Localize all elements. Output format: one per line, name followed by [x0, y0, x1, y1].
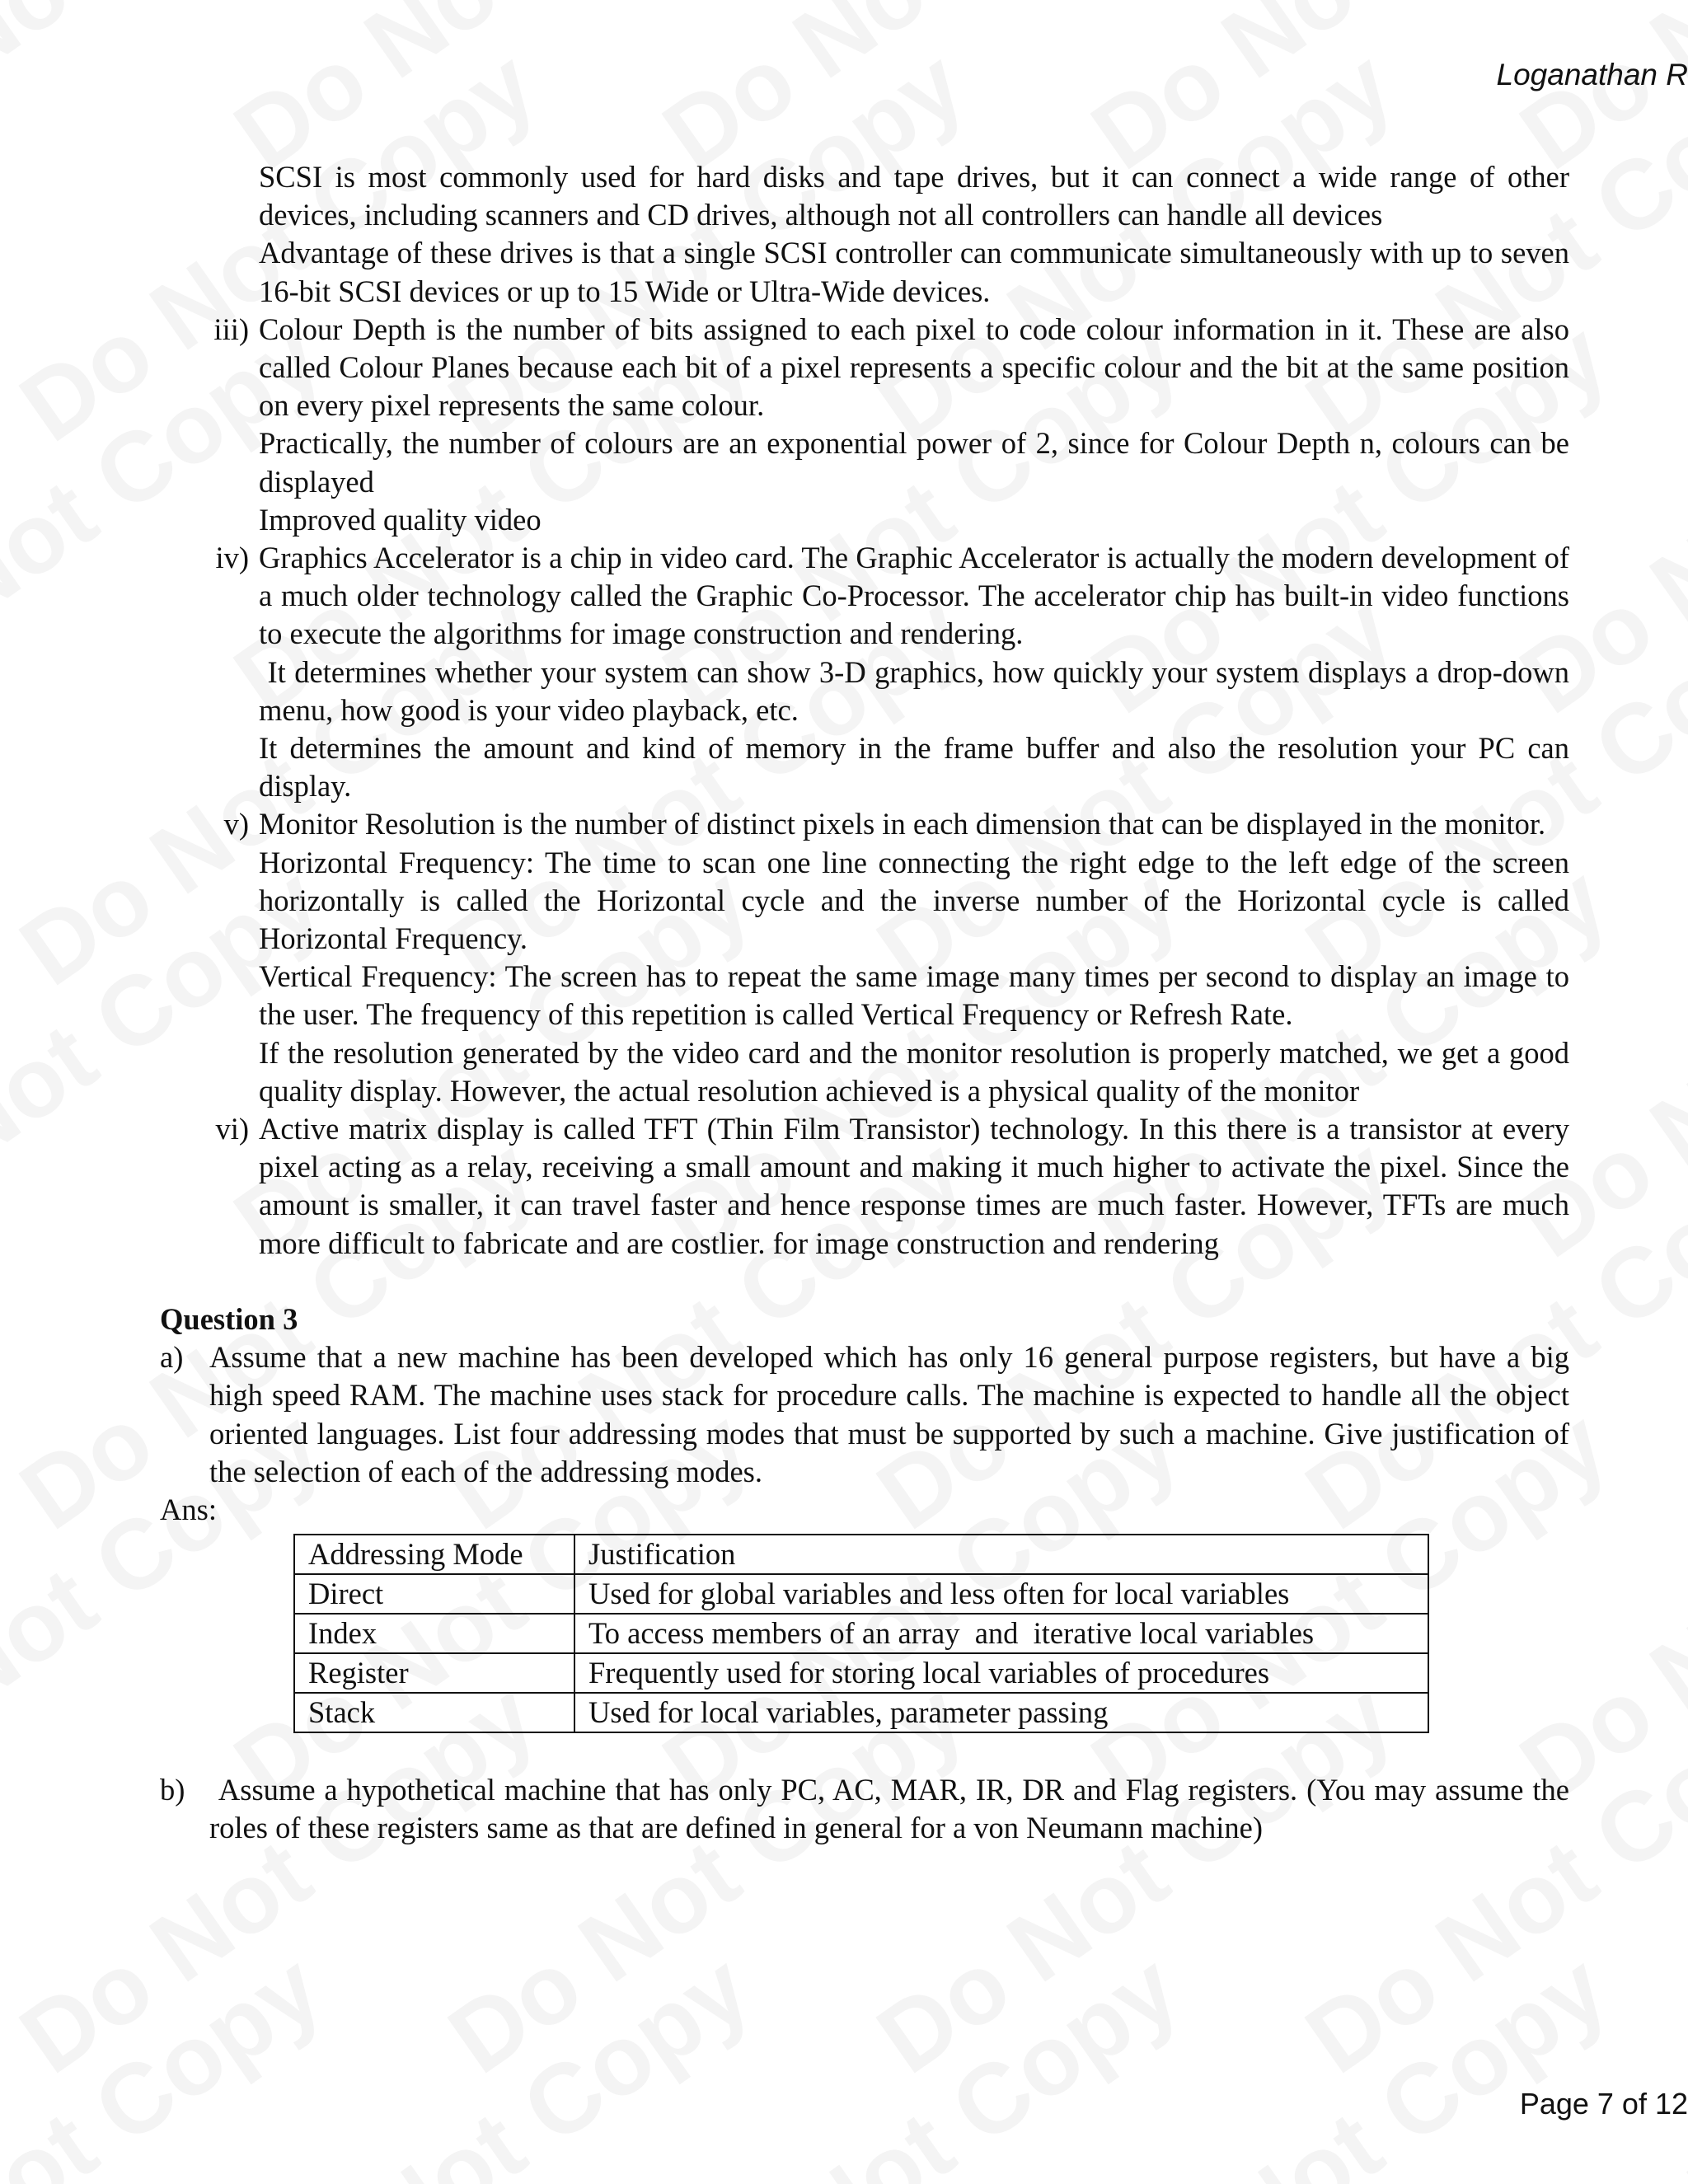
table-header-row [294, 1535, 1428, 1574]
page-header-author: Loganathan R [1496, 58, 1688, 91]
table-cell: Register [294, 1653, 574, 1693]
question-part-a [160, 1338, 1569, 1491]
list-item-marker: v) [223, 807, 249, 841]
paragraph: Colour Depth is the number of bits assigned to each pixel to code colour information in it. These are also called Colour Planes because each bit of a pixel represents a specific colour and the bit at the same position on every pixel represents the same colour. [259, 312, 1569, 423]
watermark-text [643, 1931, 1198, 2184]
addressing-modes-table [293, 1534, 1429, 1733]
paragraph: It determines the amount and kind of memory in the frame buffer and also the resolution your PC can display. [259, 731, 1569, 804]
watermark-text [0, 1931, 341, 2184]
table-cell: Used for local variables, parameter passing [574, 1693, 1428, 1732]
watermark-text [1071, 1931, 1627, 2184]
watermark-text [214, 1931, 770, 2184]
list-item-marker: iv) [215, 541, 249, 575]
answer-label: Ans: [160, 1492, 217, 1526]
list-item-marker: vi) [215, 1112, 249, 1146]
definition-list [160, 158, 1578, 1263]
question-part-b [160, 1771, 1578, 1847]
paragraph: Vertical Frequency: The screen has to repeat the same image many times per second to display an image to the user. The frequency of this repetition is called Vertical Frequency or Refresh Rate. [259, 959, 1569, 1032]
list-item [160, 311, 1569, 539]
table-header-cell: Addressing Mode [294, 1535, 574, 1574]
table-row [294, 1574, 1428, 1614]
question-title: Question 3 [160, 1301, 298, 1336]
list-item [160, 805, 1569, 1110]
question-part-text: Assume a hypothetical machine that has only PC, AC, MAR, IR, DR and Flag registers. (You may assume the roles of these registers same as that are defined in general for a von Neumann machine) [209, 1773, 1578, 1845]
table-cell: Stack [294, 1693, 574, 1732]
list-item-marker: iii) [213, 312, 249, 346]
question-part-marker: b) [160, 1773, 185, 1807]
table-header-cell: Justification [574, 1535, 1428, 1574]
paragraph: Horizontal Frequency: The time to scan one line connecting the right edge to the left edge of the screen horizontally is called the Horizontal cycle and the inverse number of the Horizontal cycle is called Horizontal Frequency. [259, 845, 1569, 956]
table-row [294, 1614, 1428, 1653]
table-cell: Direct [294, 1574, 574, 1614]
table-cell: Used for global variables and less often for local variables [574, 1574, 1428, 1614]
list-item [160, 1110, 1569, 1263]
paragraph: Graphics Accelerator is a chip in video card. The Graphic Accelerator is actually the modern development of a much older technology called the Graphic Co-Processor. The accelerator chip has built-in video functions to execute the algorithms for image construction and rendering. [259, 541, 1569, 651]
question-part-marker: a) [160, 1340, 184, 1375]
paragraph: Improved quality video [259, 502, 542, 537]
table-row [294, 1653, 1428, 1693]
table-cell: To access members of an array and iterative local variables [574, 1614, 1428, 1653]
paragraph: Practically, the number of colours are an exponential power of 2, since for Colour Depth n, colours can be displayed [259, 426, 1569, 499]
table-cell: Index [294, 1614, 574, 1653]
paragraph: If the resolution generated by the video card and the monitor resolution is properly matched, we get a good quality display. However, the actual resolution achieved is a physical quality of the monitor [259, 1035, 1569, 1108]
page-number: Page 7 of 12 [1519, 2087, 1688, 2121]
table-row [294, 1693, 1428, 1732]
paragraph: Advantage of these drives is that a single SCSI controller can communicate simultaneously with up to seven 16-bit SCSI devices or up to 15 Wide or Ultra-Wide devices. [259, 236, 1569, 308]
paragraph: SCSI is most commonly used for hard disks and tape drives, but it can connect a wide range of other devices, including scanners and CD drives, although not all controllers can handle all devices [259, 160, 1569, 232]
paragraph: It determines whether your system can show 3-D graphics, how quickly your system displays a drop-down menu, how good is your video playback, etc. [259, 654, 1578, 727]
paragraph: Monitor Resolution is the number of distinct pixels in each dimension that can be displayed in the monitor. [259, 807, 1546, 841]
table-cell: Frequently used for storing local variables of procedures [574, 1653, 1428, 1693]
list-item [160, 158, 1569, 311]
list-item [160, 539, 1578, 805]
watermark-text [1500, 1931, 1688, 2184]
question-part-text: Assume that a new machine has been developed which has only 16 general purpose registers, but have a big high speed RAM. The machine uses stack for procedure calls. The machine is expected to handle all the object oriented languages. List four addressing modes that must be supported by such a machine. Give justification of the selection of each of the addressing modes. [209, 1340, 1569, 1488]
page-content [160, 158, 1578, 1848]
paragraph: Active matrix display is called TFT (Thin Film Transistor) technology. In this there is a transistor at every pixel acting as a relay, receiving a small amount and making it much higher to activate the pixel. Since the amount is smaller, it can travel faster and hence response times are much faster. However, TFTs are much more difficult to fabricate and are costlier. for image construction and rendering [259, 1112, 1569, 1260]
